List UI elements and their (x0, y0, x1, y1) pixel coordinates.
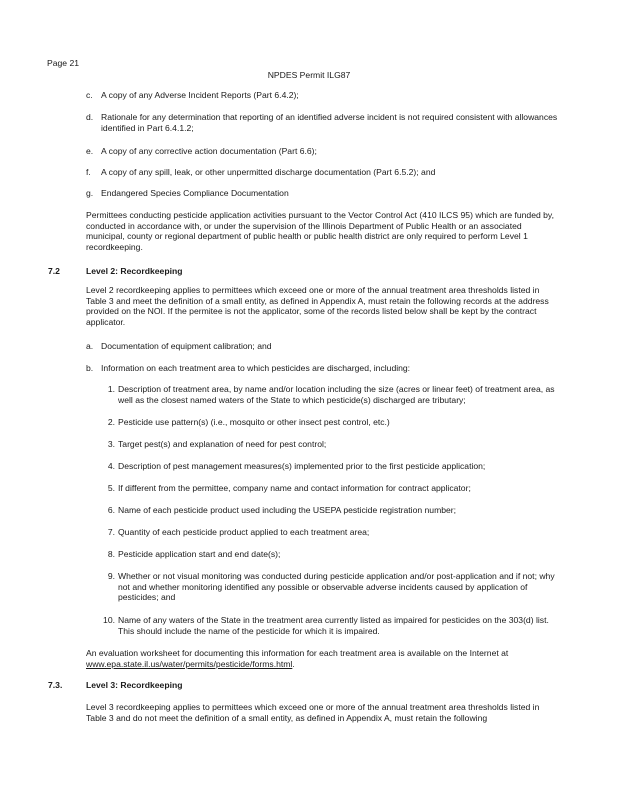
numbered-item-number: 8. (107, 549, 115, 559)
numbered-item: If different from the permittee, company name and contact information for contract applicator; (118, 483, 471, 493)
list-item-letter: d. (86, 112, 94, 122)
section-number: 7.2 (48, 266, 60, 276)
numbered-item: Pesticide application start and end date(s); (118, 549, 281, 559)
list-item: A copy of any corrective action documentation (Part 6.6); (101, 146, 317, 156)
list-item-letter: f. (86, 167, 91, 177)
list-item: Information on each treatment area to which pesticides are discharged, including: (101, 363, 411, 373)
numbered-item: Pesticide use pattern(s) (i.e., mosquito or other insect pest control, etc.) (118, 417, 390, 427)
list-item: A copy of any spill, leak, or other unpermitted discharge documentation (Part 6.5.2); and (101, 167, 436, 177)
numbered-item: Description of pest management measures(s) implemented prior to the first pesticide application; (118, 461, 486, 471)
list-item-letter: e. (86, 146, 94, 156)
numbered-item-number: 1. (107, 384, 115, 394)
section-number: 7.3. (48, 680, 63, 690)
numbered-item: Description of treatment area, by name and/or location including the size (acres or linear feet) of treatment area, as well as the closest named waters of the State to which pesticide(s) discharged are tributary; (118, 384, 555, 405)
numbered-item-number: 10. (103, 615, 115, 625)
paragraph-level3: Level 3 recordkeeping applies to permittees which exceed one or more of the annual treatment area thresholds listed in Table 3 and do not meet the definition of a small entity, as defined in Appendix A, must retain the following (86, 702, 540, 723)
list-item: A copy of any Adverse Incident Reports (Part 6.4.2); (101, 90, 299, 100)
list-item: Documentation of equipment calibration; and (101, 341, 272, 351)
worksheet-text: An evaluation worksheet for documenting this information for each treatment area is available on the Internet at (86, 648, 509, 658)
numbered-item-number: 6. (107, 505, 115, 515)
numbered-item: Target pest(s) and explanation of need for pest control; (118, 439, 327, 449)
numbered-item: Quantity of each pesticide product applied to each treatment area; (118, 527, 370, 537)
list-item-letter: g. (86, 188, 94, 198)
numbered-item-number: 2. (107, 417, 115, 427)
list-item-letter: b. (86, 363, 94, 373)
list-item-letter: a. (86, 341, 94, 351)
document-title: NPDES Permit ILG87 (267, 70, 351, 80)
worksheet-period: . (292, 658, 295, 669)
numbered-item: Name of each pesticide product used including the USEPA pesticide registration number; (118, 505, 457, 515)
numbered-item-number: 5. (107, 483, 115, 493)
paragraph-worksheet (86, 648, 562, 669)
numbered-item-number: 4. (107, 461, 115, 471)
paragraph-vector-control: Permittees conducting pesticide application activities pursuant to the Vector Control Act (410 ILCS 95) which are funded by, conducted in accordance with, or under the supervision of the Illinois Department of Public Health or an associated municipal, county or regional department of public health or public health district are only required to perform Level 1 recordkeeping. (86, 210, 554, 252)
page-number: Page 21 (47, 58, 80, 68)
numbered-item: Whether or not visual monitoring was conducted during pesticide application and/or post-application and if not; why not and whether monitoring identified any possible or observable adverse incidents caused by application of pesticides; and (118, 571, 555, 603)
worksheet-link[interactable]: www.epa.state.il.us/water/permits/pesticide/forms.html (86, 658, 293, 669)
numbered-item-number: 7. (107, 527, 115, 537)
section-title: Level 2: Recordkeeping (86, 266, 183, 276)
paragraph-level2: Level 2 recordkeeping applies to permittees which exceed one or more of the annual treatment area thresholds listed in Table 3 and meet the definition of a small entity, as defined in Appendix A, must retain the following records at the address provided on the NOI. If the permitee is not the applicator, some of the records listed below shall be kept by the contract applicator. (86, 285, 549, 327)
list-item: Rationale for any determination that reporting of an identified adverse incident is not required consistent with allowances identified in Part 6.4.1.2; (101, 112, 558, 133)
list-item: Endangered Species Compliance Documentation (101, 188, 289, 198)
numbered-item-number: 9. (107, 571, 115, 581)
section-title: Level 3: Recordkeeping (86, 680, 183, 690)
list-item-letter: c. (86, 90, 93, 100)
numbered-item: Name of any waters of the State in the treatment area currently listed as impaired for pesticides on the 303(d) list. This should include the name of the pesticide for which it is impaired. (118, 615, 549, 636)
numbered-item-number: 3. (107, 439, 115, 449)
